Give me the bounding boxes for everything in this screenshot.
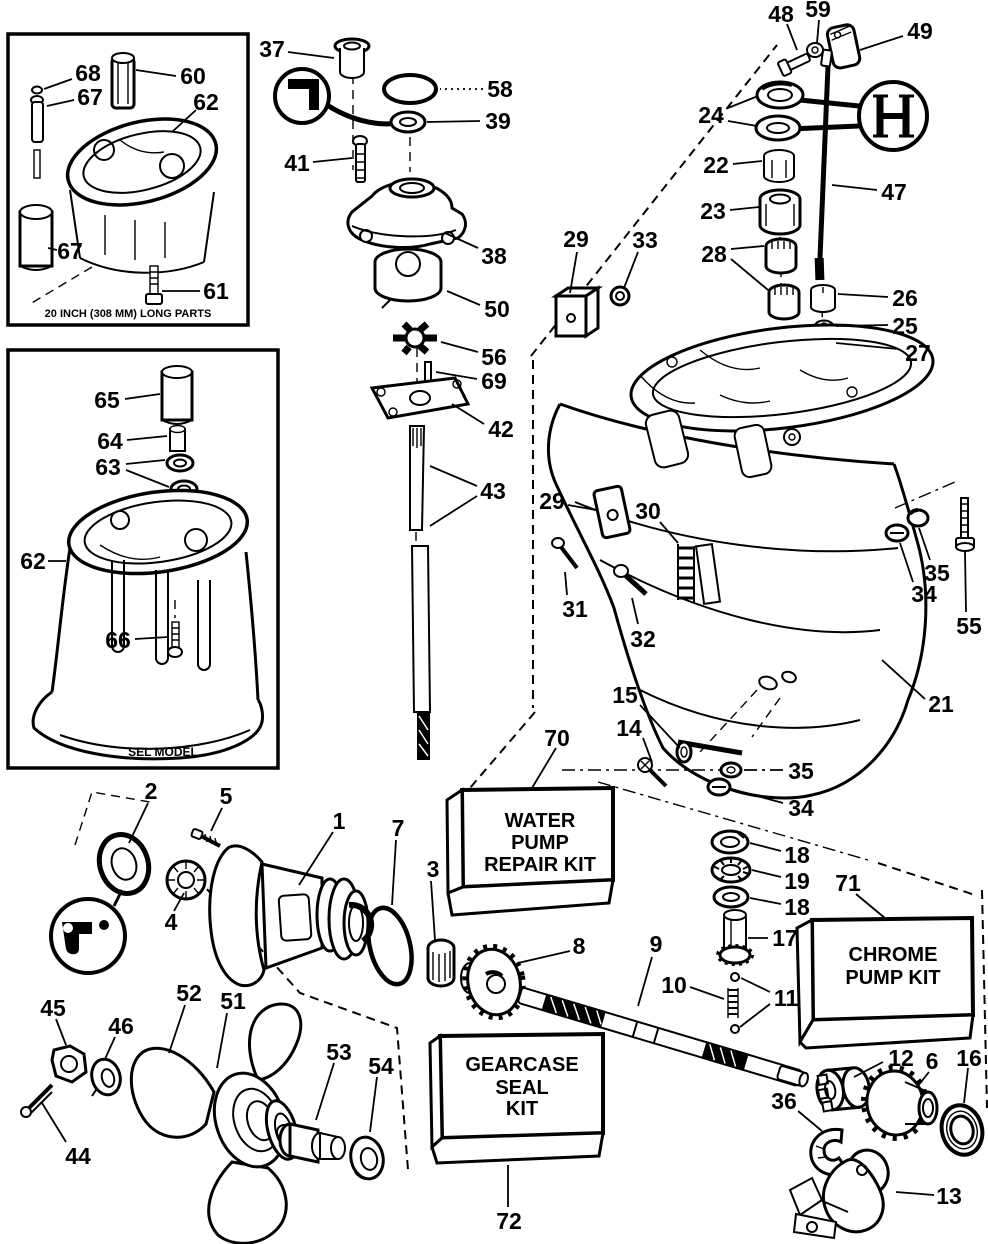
callout-22: 22 bbox=[703, 152, 729, 178]
callout-52: 52 bbox=[176, 980, 202, 1006]
leader-line bbox=[798, 1111, 822, 1131]
leader-line bbox=[441, 342, 478, 352]
part-55-bolt bbox=[956, 498, 974, 551]
callout-45: 45 bbox=[40, 995, 66, 1021]
callout-43: 43 bbox=[480, 478, 506, 504]
part-18-washer-lower bbox=[714, 887, 748, 907]
water-pump-column bbox=[275, 39, 468, 760]
leader-line bbox=[427, 121, 480, 122]
part-64-bushing bbox=[170, 426, 185, 452]
part-7-oring bbox=[361, 903, 419, 988]
bearing-housing-group bbox=[21, 828, 454, 1243]
leader-line bbox=[430, 466, 477, 486]
gearcase-seal-kit-box bbox=[430, 1034, 603, 1163]
part-15-grommet bbox=[677, 742, 691, 762]
leader-line bbox=[731, 259, 768, 290]
callout-66: 66 bbox=[105, 627, 131, 653]
leader-line bbox=[900, 543, 913, 582]
part-34-plug-lower bbox=[708, 779, 730, 795]
callout-4: 4 bbox=[164, 909, 178, 935]
callout-55: 55 bbox=[956, 613, 982, 639]
part-8-forward-gear bbox=[458, 941, 530, 1023]
leader-line bbox=[288, 52, 334, 58]
callout-33: 33 bbox=[632, 227, 658, 253]
part-58-oring bbox=[384, 75, 436, 103]
leader-line bbox=[752, 870, 781, 877]
callout-34: 34 bbox=[911, 581, 937, 607]
callout-41: 41 bbox=[284, 150, 310, 176]
part-4-bearing bbox=[167, 861, 205, 899]
callout-54: 54 bbox=[368, 1053, 394, 1079]
callout-63: 63 bbox=[95, 454, 121, 480]
part-45-prop-nut bbox=[52, 1046, 86, 1082]
part-69-impeller-key bbox=[425, 362, 431, 381]
leader-line bbox=[638, 957, 652, 1006]
part-34-plug-upper bbox=[886, 525, 908, 541]
callout-50: 50 bbox=[484, 296, 510, 322]
callout-44: 44 bbox=[65, 1143, 91, 1169]
callout-30: 30 bbox=[635, 498, 661, 524]
part-53-thrust-hub bbox=[280, 1124, 345, 1162]
kit-line: PUMP KIT bbox=[845, 967, 941, 989]
callout-34: 34 bbox=[788, 795, 814, 821]
part-67-screw bbox=[31, 96, 43, 178]
part-47-shift-rod bbox=[815, 50, 832, 281]
leader-line bbox=[832, 185, 877, 190]
part-31-screw bbox=[552, 538, 577, 568]
part-32-screw bbox=[614, 565, 646, 594]
leader-line bbox=[316, 1063, 334, 1120]
part-62-exhaust-housing bbox=[33, 480, 262, 759]
callout-9: 9 bbox=[649, 931, 663, 957]
part-19-lock-washer bbox=[712, 858, 750, 882]
leader-line bbox=[126, 470, 169, 487]
part-10-spring bbox=[728, 988, 738, 1018]
callout-21: 21 bbox=[928, 691, 954, 717]
pump-drive-column bbox=[712, 831, 752, 964]
callout-18: 18 bbox=[784, 894, 810, 920]
seal-h-detail-circle bbox=[790, 82, 927, 150]
callout-62: 62 bbox=[20, 548, 46, 574]
part-35-washer-lower bbox=[721, 763, 741, 777]
part-68-oring bbox=[32, 87, 42, 94]
callout-15: 15 bbox=[612, 682, 638, 708]
kit-line: SEAL bbox=[495, 1077, 549, 1099]
part-14-screw bbox=[638, 758, 666, 786]
part-59-washer bbox=[807, 43, 823, 57]
leader-line bbox=[690, 987, 724, 999]
callout-37: 37 bbox=[259, 36, 285, 62]
leader-line bbox=[129, 803, 148, 843]
part-60-stud bbox=[112, 53, 134, 108]
leader-line bbox=[750, 898, 781, 904]
leader-line bbox=[728, 96, 758, 108]
callout-1: 1 bbox=[332, 808, 346, 834]
leader-line bbox=[728, 121, 757, 126]
leader-line bbox=[47, 100, 74, 106]
leader-line bbox=[740, 1004, 770, 1027]
callout-48: 48 bbox=[768, 1, 794, 27]
leader-line bbox=[211, 808, 222, 831]
part-22-bushing bbox=[764, 150, 794, 182]
leader-line bbox=[817, 20, 819, 43]
part-41-bolt bbox=[353, 136, 367, 182]
callout-8: 8 bbox=[572, 933, 586, 959]
long-parts-caption: 20 INCH (308 MM) LONG PARTS bbox=[44, 308, 212, 320]
part-5-screw bbox=[191, 829, 220, 846]
part-33-nut bbox=[611, 287, 629, 305]
callout-2: 2 bbox=[144, 778, 158, 804]
part-38-pump-housing bbox=[348, 179, 466, 247]
leader-line bbox=[741, 978, 770, 992]
part-37-grommet bbox=[335, 39, 369, 78]
leader-line bbox=[125, 394, 160, 399]
leader-line bbox=[126, 460, 165, 464]
callout-61: 61 bbox=[203, 278, 229, 304]
part-62-housing-top bbox=[59, 105, 226, 273]
leader-line bbox=[105, 1037, 115, 1059]
callout-72: 72 bbox=[496, 1208, 522, 1234]
callout-70: 70 bbox=[544, 725, 570, 751]
leader-line bbox=[127, 436, 167, 440]
callout-64: 64 bbox=[97, 428, 123, 454]
leader-line bbox=[896, 1192, 934, 1195]
part-26-spacer bbox=[811, 285, 835, 312]
callout-3: 3 bbox=[426, 856, 440, 882]
leader-line bbox=[431, 881, 435, 940]
leader-line bbox=[632, 598, 638, 624]
part-2-seal bbox=[92, 828, 156, 900]
leader-line bbox=[750, 843, 781, 851]
kit-line: REPAIR KIT bbox=[484, 854, 596, 876]
upper-right-parts bbox=[556, 24, 927, 351]
part-3-bearing bbox=[428, 940, 454, 986]
part-23-bearing bbox=[760, 190, 800, 234]
leader-line bbox=[56, 1019, 66, 1045]
water-pump-repair-kit-box bbox=[447, 788, 613, 915]
part-50-wear-cup bbox=[375, 249, 441, 308]
callout-25: 25 bbox=[892, 313, 918, 339]
chrome-pump-kit-box bbox=[797, 918, 973, 1048]
leader-line bbox=[860, 36, 903, 50]
leader-line bbox=[731, 246, 764, 249]
callout-11: 11 bbox=[773, 985, 799, 1011]
callout-60: 60 bbox=[180, 63, 206, 89]
leader-line bbox=[964, 1068, 968, 1103]
callout-62: 62 bbox=[193, 89, 219, 115]
callout-17: 17 bbox=[772, 925, 798, 951]
leader-line bbox=[787, 24, 797, 50]
callout-65: 65 bbox=[94, 387, 120, 413]
leader-line bbox=[136, 70, 176, 76]
callout-68: 68 bbox=[75, 60, 101, 86]
sel-model-caption: SEL MODEL bbox=[128, 745, 198, 759]
leader-line bbox=[518, 951, 570, 963]
leader-line bbox=[565, 572, 567, 595]
part-30-spring bbox=[678, 544, 720, 604]
callout-13: 13 bbox=[936, 1183, 962, 1209]
leader-line bbox=[370, 1077, 377, 1132]
callout-69: 69 bbox=[481, 368, 507, 394]
leader-line bbox=[917, 1072, 929, 1087]
leader-line bbox=[452, 404, 484, 424]
part-42-pump-plate bbox=[372, 378, 468, 418]
callout-31: 31 bbox=[562, 596, 588, 622]
callout-23: 23 bbox=[700, 198, 726, 224]
leader-line bbox=[169, 1005, 185, 1053]
callout-24: 24 bbox=[698, 102, 724, 128]
callout-16: 16 bbox=[956, 1045, 982, 1071]
callout-38: 38 bbox=[481, 243, 507, 269]
leader-line bbox=[313, 158, 352, 162]
leader-line bbox=[731, 789, 783, 803]
leader-line bbox=[730, 207, 759, 210]
callout-19: 19 bbox=[784, 868, 810, 894]
part-29-anode-block bbox=[556, 288, 598, 336]
seal-j-detail-circle bbox=[51, 890, 125, 973]
part-65-sleeve bbox=[162, 366, 192, 424]
part-16-bearing bbox=[936, 1101, 988, 1160]
leader-line bbox=[624, 252, 638, 288]
kit-line: KIT bbox=[505, 1098, 539, 1120]
leader-line bbox=[42, 1103, 66, 1142]
part-66-screw bbox=[168, 622, 182, 657]
leader-line bbox=[430, 496, 477, 526]
callout-39: 39 bbox=[485, 108, 511, 134]
drain-hole bbox=[758, 675, 779, 692]
callout-32: 32 bbox=[630, 626, 656, 652]
sel-model-inset bbox=[8, 350, 278, 768]
leader-line bbox=[856, 894, 886, 919]
callout-56: 56 bbox=[481, 344, 507, 370]
callout-14: 14 bbox=[616, 715, 642, 741]
leader-line bbox=[217, 1013, 227, 1068]
callout-10: 10 bbox=[661, 972, 687, 998]
callout-27: 27 bbox=[905, 340, 931, 366]
leader-line bbox=[447, 291, 480, 305]
part-35-ring-upper bbox=[908, 510, 928, 526]
gear-train-group bbox=[790, 1064, 988, 1238]
callout-67: 67 bbox=[57, 238, 83, 264]
leader-line bbox=[135, 637, 168, 639]
callout-29: 29 bbox=[539, 488, 565, 514]
part-48-bolt bbox=[777, 50, 811, 77]
part-46-spacer bbox=[88, 1056, 124, 1098]
part-1-bearing-housing bbox=[210, 846, 371, 986]
callout-46: 46 bbox=[108, 1013, 134, 1039]
callout-7: 7 bbox=[391, 815, 405, 841]
callout-42: 42 bbox=[488, 416, 514, 442]
callout-51: 51 bbox=[220, 988, 246, 1014]
callout-28: 28 bbox=[701, 241, 727, 267]
part-67-sleeve bbox=[20, 205, 52, 270]
vent-hole bbox=[781, 670, 797, 684]
leader-line bbox=[838, 294, 888, 297]
part-18-washer-upper bbox=[712, 831, 748, 853]
kit-line: CHROME bbox=[848, 944, 938, 966]
leader-line bbox=[392, 840, 396, 905]
kit-line: PUMP bbox=[511, 832, 569, 854]
callout-6: 6 bbox=[925, 1048, 939, 1074]
kit-line: WATER bbox=[504, 810, 576, 832]
callout-18: 18 bbox=[784, 842, 810, 868]
callout-49: 49 bbox=[907, 18, 933, 44]
callout-35: 35 bbox=[788, 758, 814, 784]
leader-line bbox=[733, 161, 762, 164]
part-51-propeller bbox=[131, 1004, 303, 1243]
callout-12: 12 bbox=[888, 1045, 914, 1071]
leader-line bbox=[836, 325, 888, 326]
part-43-driveshaft bbox=[410, 426, 430, 760]
kit-line: GEARCASE bbox=[465, 1054, 579, 1076]
callout-26: 26 bbox=[892, 285, 918, 311]
leader-line bbox=[532, 748, 556, 788]
part-24-seals bbox=[756, 82, 803, 140]
callout-5: 5 bbox=[219, 783, 233, 809]
callout-35: 35 bbox=[924, 560, 950, 586]
callout-71: 71 bbox=[835, 870, 861, 896]
leader-line bbox=[965, 552, 966, 612]
callout-59: 59 bbox=[805, 0, 831, 22]
part-54-spacer bbox=[347, 1134, 387, 1182]
callout-58: 58 bbox=[487, 76, 513, 102]
part-17-pump-drive-gear bbox=[718, 910, 752, 964]
callout-29: 29 bbox=[563, 226, 589, 252]
callout-47: 47 bbox=[881, 179, 907, 205]
part-28-bearings bbox=[766, 239, 799, 319]
callout-67: 67 bbox=[77, 84, 103, 110]
part-39-seal bbox=[391, 112, 425, 132]
leader-line bbox=[44, 79, 72, 89]
part-56-impeller bbox=[393, 324, 437, 353]
callout-53: 53 bbox=[326, 1039, 352, 1065]
part-29-side-plate bbox=[593, 486, 630, 539]
callout-36: 36 bbox=[771, 1088, 797, 1114]
